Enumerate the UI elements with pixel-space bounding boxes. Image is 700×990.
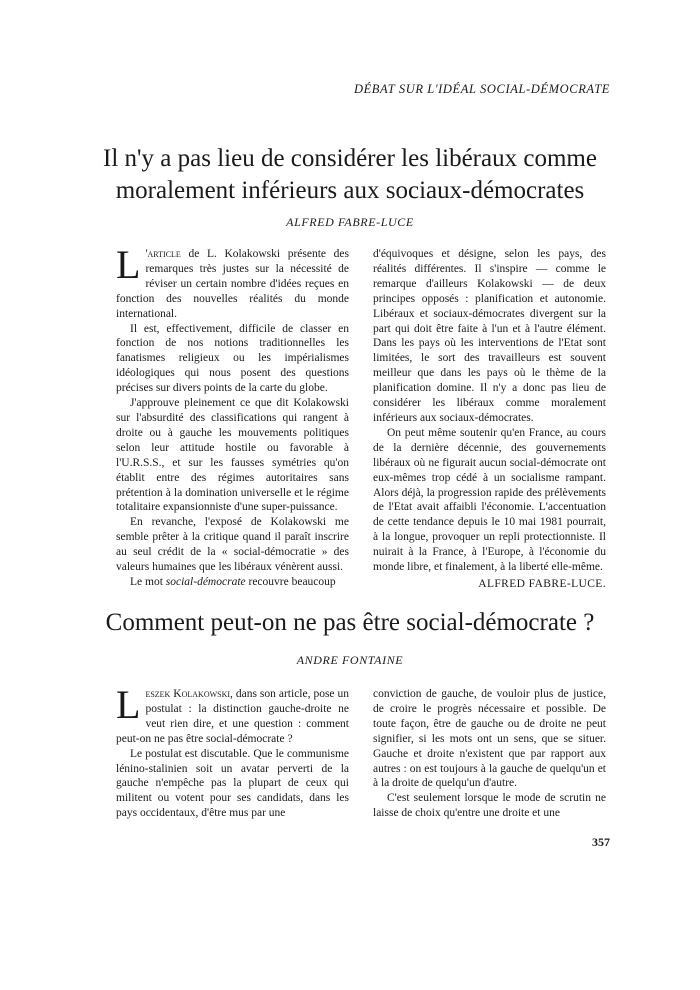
article-1-paragraph-1 — [116, 242, 349, 322]
article-1-column-right — [373, 247, 606, 592]
article-2-paragraph-1 — [116, 682, 349, 747]
article-1-signature: ALFRED FABRE-LUCE. — [478, 577, 606, 590]
article-2-column-left — [116, 682, 349, 821]
article-2-title: Comment peut-on ne pas être social-démocrate ? — [105, 609, 595, 636]
article-2-paragraph-3: conviction de gauche, de vouloir plus de justice, de croire le progrès nécessaire et possible. De toute façon, être de gauche ou de droite ne peut signifier, si les mots ont un sens, que se situer. Gauche et droite n'existent que par rapport aux autres : on est toujours à la gauche de quelqu'un et à la droite de quelqu'un d'autre. — [373, 688, 606, 790]
article-1-title — [60, 143, 640, 207]
paragraph-text: recouvre beaucoup — [245, 575, 336, 588]
running-head: DÉBAT SUR L'IDÉAL SOCIAL-DÉMOCRATE — [353, 82, 610, 96]
article-2-body — [116, 682, 606, 821]
paragraph-text: Le mot — [130, 575, 166, 588]
drop-cap: L — [116, 682, 141, 727]
article-2-paragraph-2: Le postulat est discutable. Que le communisme lénino-stalinien soit un avatar perverti de la gauche n'empêche pas la plupart de ceux qui militent ou votent pour ses candidats, dans les pays occidentaux, d'être mus par une — [116, 747, 349, 820]
article-1-title-line-2: moralement inférieurs aux sociaux-démocrates — [115, 177, 585, 204]
page-number: 357 — [592, 835, 610, 849]
article-1-author: ALFRED FABRE-LUCE — [286, 215, 414, 229]
article-1-column-left — [116, 242, 349, 592]
article-1-title-line-1: Il n'y a pas lieu de considérer les libéraux comme — [103, 145, 597, 172]
paragraph-text: de L. Kolakowski présente des remarques très justes sur la nécessité de réviser un certain nombre d'idées reçues en fonction des nouvelles réalités du monde international. — [116, 248, 349, 320]
article-1-paragraph-6: d'équivoques et désigne, selon les pays, des réalités différentes. Il s'inspire — comme le remarque d'ailleurs Kolakowski — de deux principes opposés : planification et autonomie. Libéraux et sociaux-démocrates divergent sur la part qui doit être faite à l'un et à l'autre élément. Dans les pays où les interventions de l'Etat sont limitées, le sort des travailleurs est souvent meilleur que dans les pays où le thème de la planification domine. Il n'y a donc pas lieu de considérer les libéraux comme moralement inférieurs aux sociaux-démocrates. — [373, 248, 606, 424]
article-1-paragraph-4: En revanche, l'exposé de Kolakowski me semble prêter à la critique quand il paraît inscrire au seul crédit de la « social-démocratie » des valeurs humaines que les libéraux vénèrent aussi. — [116, 516, 349, 574]
article-2-author: ANDRE FONTAINE — [296, 653, 404, 667]
lead-in: eszek Kolakowski, — [145, 688, 233, 700]
drop-cap: L — [116, 242, 141, 287]
article-1-paragraph-3: J'approuve pleinement ce que dit Kolakowski sur l'absurdité des classifications qui rangent à droite ou à gauche les mouvements politiques selon leur attitude hostile ou favorable à l'U.R.S.S., et sur les fausses symétries qu'on établit entre des régimes autoritaires sans prétention à la domination universelle et le régime totalitaire expansionniste d'une super-puissance. — [116, 397, 349, 514]
article-1-paragraph-2: Il est, effectivement, difficile de classer en fonction de nos notions traditionnelles les fanatismes religieux ou les impérialismes idéologiques qui nous posent des questions précises sur divers points de la carte du globe. — [116, 322, 349, 395]
article-1-paragraph-5 — [116, 575, 349, 590]
article-2-column-right — [373, 687, 606, 821]
article-1-paragraph-7: On peut même soutenir qu'en France, au cours de la dernière décennie, des gouvernements libéraux où ne figurait aucun social-démocrate ont eux-mêmes trop cédé à un socialisme rampant. Alors déjà, la progression rapide des prélèvements de l'Etat avait affaibli l'économie. L'accentuation de cette tendance depuis le 10 mai 1981 pourrait, à la longue, provoquer un repli protectionniste. Il nuirait à la France, à l'Europe, à l'économie du monde libre, et finalement, à la liberté elle-même. — [373, 426, 606, 574]
article-1-body — [116, 242, 606, 592]
italic-term: social-démocrate — [165, 575, 246, 588]
paragraph-text: dans son article, pose un postulat : la distinction gauche-droite ne veut rien dire, et une question : comment peut-on ne pas être social-démocrate ? — [116, 688, 349, 745]
article-2-paragraph-4: C'est seulement lorsque le mode de scrutin ne laisse de choix qu'entre une droite et une — [373, 792, 606, 820]
lead-in: 'article — [145, 248, 181, 260]
